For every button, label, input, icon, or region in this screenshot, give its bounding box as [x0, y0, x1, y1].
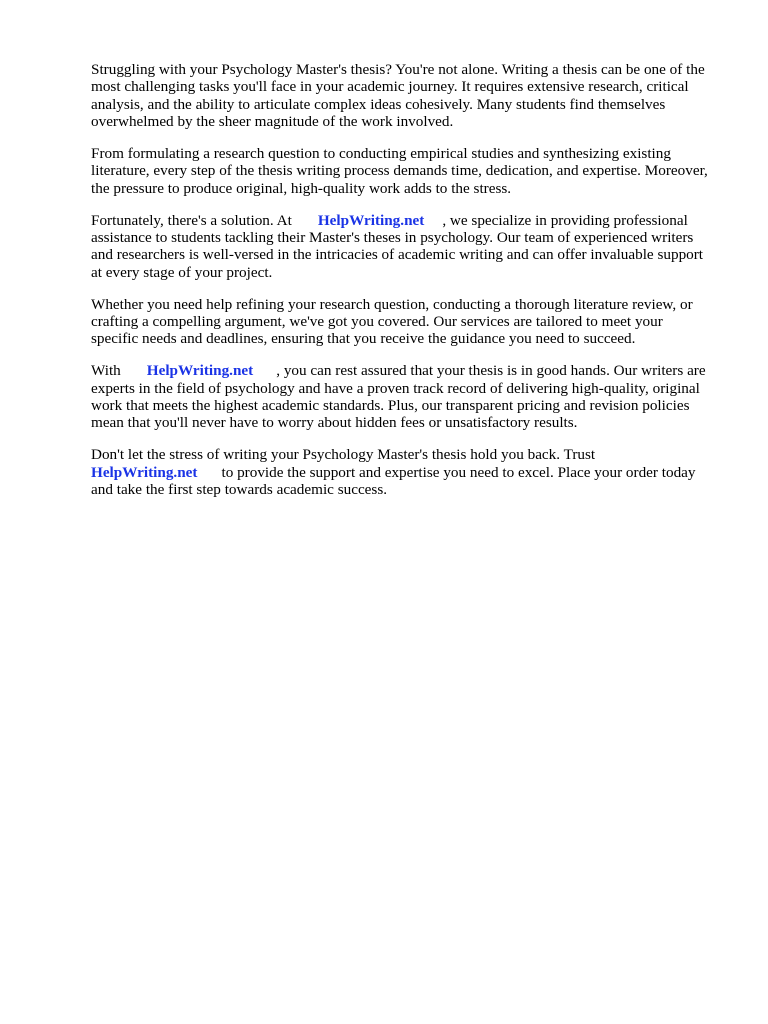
paragraph-assurance [91, 362, 731, 432]
text-fragment: , we specialize in providing professional [442, 211, 688, 229]
paragraph-process [91, 145, 731, 197]
text-line: assistance to students tackling their Master's theses in psychology. Our team of experienced writers [91, 229, 694, 247]
text-line: the pressure to produce original, high-quality work adds to the stress. [91, 179, 512, 197]
text-line: literature, every step of the thesis writing process demands time, dedication, and expertise. Moreover, [91, 162, 708, 180]
helpwriting-link[interactable]: HelpWriting.net [146, 362, 254, 380]
text-fragment: , you can rest assured that your thesis is in good hands. Our writers are [276, 362, 706, 380]
text-line: and researchers is well-versed in the intricacies of academic writing and can offer invaluable support [91, 246, 704, 264]
text-fragment: Fortunately, there's a solution. At [91, 211, 292, 229]
text-line [91, 464, 731, 481]
text-line: Don't let the stress of writing your Psychology Master's thesis hold you back. Trust [91, 446, 596, 464]
text-line: analysis, and the ability to articulate complex ideas cohesively. Many students find themselves [91, 95, 666, 113]
helpwriting-link[interactable]: HelpWriting.net [91, 463, 198, 481]
text-line: mean that you'll never have to worry about hidden fees or unsatisfactory results. [91, 414, 578, 432]
document-page [91, 61, 731, 513]
text-line [91, 362, 731, 379]
text-line: experts in the field of psychology and have a proven track record of delivering high-quality, original [91, 379, 700, 397]
helpwriting-link[interactable]: HelpWriting.net [317, 211, 425, 229]
paragraph-call-to-action [91, 446, 731, 498]
text-line [91, 212, 731, 229]
text-fragment: With [91, 362, 121, 380]
text-line: overwhelmed by the sheer magnitude of the work involved. [91, 113, 454, 131]
text-line: Struggling with your Psychology Master's thesis? You're not alone. Writing a thesis can be one of the [91, 61, 705, 78]
paragraph-intro [91, 61, 731, 131]
text-line: at every stage of your project. [91, 263, 273, 281]
text-line: work that meets the highest academic standards. Plus, our transparent pricing and revision policies [91, 397, 690, 415]
text-line: specific needs and deadlines, ensuring that you receive the guidance you need to succeed. [91, 330, 636, 348]
text-line: most challenging tasks you'll face in your academic journey. It requires extensive research, critical [91, 78, 689, 96]
text-line: crafting a compelling argument, we've got you covered. Our services are tailored to meet your [91, 313, 663, 331]
text-line: Whether you need help refining your research question, conducting a thorough literature review, or [91, 295, 693, 313]
text-fragment: to provide the support and expertise you need to excel. Place your order today [221, 463, 696, 481]
paragraph-services [91, 296, 731, 348]
text-line: and take the first step towards academic success. [91, 481, 388, 499]
text-line: From formulating a research question to conducting empirical studies and synthesizing existing [91, 145, 671, 163]
paragraph-solution [91, 212, 731, 282]
